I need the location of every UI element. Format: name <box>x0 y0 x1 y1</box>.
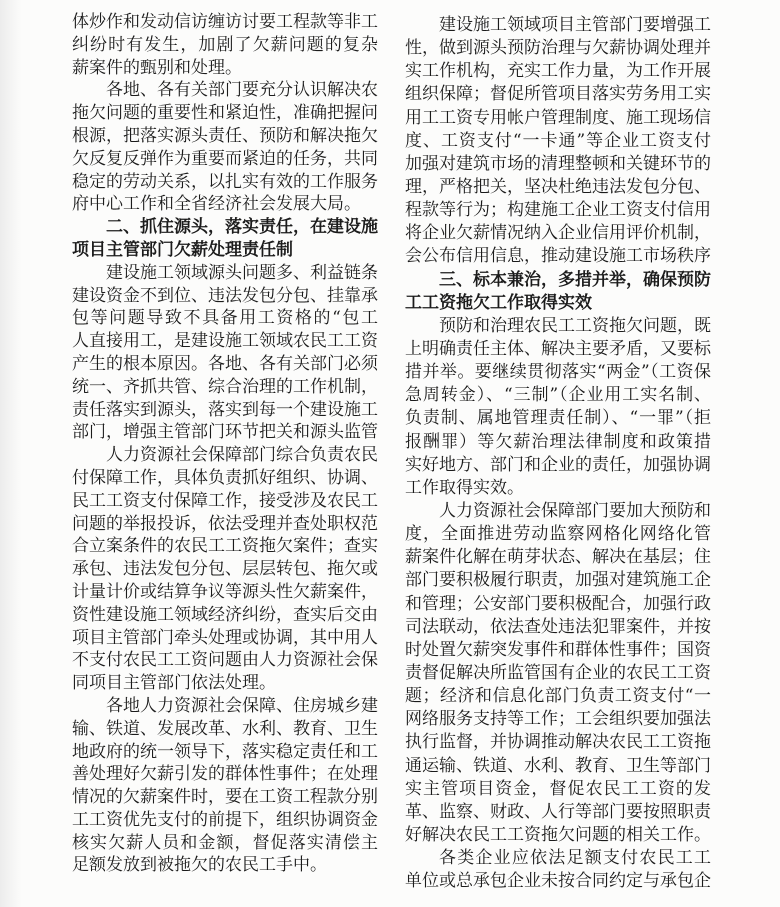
left-column <box>72 11 378 877</box>
paragraph <box>72 79 378 216</box>
text-line: 付保障工作，具体负责抓好组织、协调、 <box>72 467 378 488</box>
text-line: 不支付农民工工资问题由人力资源社会保 <box>72 650 378 671</box>
paragraph <box>72 695 378 877</box>
text-line: 建设施工领域源头问题多、利益链条 <box>106 262 378 283</box>
paragraph <box>405 315 711 500</box>
text-line: 组织保障；督促所管项目落实劳务用工实 <box>405 84 711 105</box>
text-line: 欠反复反弹作为重要而紧迫的任务，共同 <box>72 148 378 169</box>
text-line: 性，做到源头预防治理与欠薪协调处理并 <box>405 38 711 59</box>
text-line: 纠纷时有发生，加剧了欠薪问题的复杂 <box>72 34 378 55</box>
section-heading <box>405 269 711 315</box>
text-line: 统一、齐抓共管、综合治理的工作机制， <box>72 376 378 397</box>
text-line: 实主管项目资金，督促农民工工资的发 <box>405 778 711 799</box>
scan-edge-shadow <box>0 0 22 907</box>
text-line: 报酬罪）等欠薪治理法律制度和政策措 <box>405 431 711 452</box>
paragraph <box>405 14 711 269</box>
text-line: 计量计价或结算争议等源头性欠薪案件， <box>72 581 378 602</box>
text-line: 部门，增强主管部门环节把关和源头监管 <box>72 422 378 443</box>
text-line: 情况的欠薪案件时，要在工资工程款分别 <box>72 787 378 808</box>
text-line: 工工资拖欠工作取得实效 <box>405 292 592 313</box>
text-line: 程款等行为；构建施工企业工资支付信用 <box>405 200 711 221</box>
text-line: 工工资优先支付的前提下，组织协调资金 <box>72 809 378 830</box>
text-line: 善处理好欠薪引发的群体性事件；在处理 <box>72 764 378 785</box>
text-line: 部门要积极履行职责，加强对建筑施工企 <box>405 570 711 591</box>
text-line: 各类企业应依法足额支付农民工工 <box>439 848 711 869</box>
text-line: 薪案件化解在萌芽状态、解决在基层；住 <box>405 547 711 568</box>
text-line: 各地人力资源社会保障、住房城乡建 <box>106 695 378 716</box>
text-line: 责督促解决所监管国有企业的农民工工资 <box>405 662 711 683</box>
text-line: 通运输、铁道、水利、教育、卫生等部门 <box>405 755 711 776</box>
text-line: 合立案条件的农民工工资拖欠案件；查实 <box>72 536 378 557</box>
text-line: 项目主管部门欠薪处理责任制 <box>72 239 293 260</box>
text-line: 输、铁道、发展改革、水利、教育、卫生 <box>72 718 378 739</box>
text-line: 将企业欠薪情况纳入企业信用评价机制， <box>405 223 711 244</box>
text-line: 工作取得实效。 <box>405 477 524 498</box>
text-line: 各地、各有关部门要充分认识解决农 <box>106 80 378 101</box>
text-line: 度，全面推进劳动监察网格化网络化管 <box>405 524 711 545</box>
text-line: 题；经济和信息化部门负责工资支付“一 <box>405 686 711 707</box>
text-line: 二、抓住源头，落实责任，在建设施 <box>106 217 378 238</box>
paragraph <box>72 262 378 444</box>
text-line: 拖欠问题的重要性和紧迫性，准确把握问 <box>72 103 378 124</box>
right-column <box>405 14 711 893</box>
text-line: 资性建设施工领域经济纠纷，查实后交由 <box>72 604 378 625</box>
paragraph <box>405 500 711 847</box>
paragraph <box>72 444 378 695</box>
text-line: 和管理；公安部门要积极配合，加强行政 <box>405 593 711 614</box>
text-line: 薪案件的甄别和处理。 <box>72 57 242 78</box>
section-heading <box>72 216 378 262</box>
text-line: 好解决农民工工资拖欠问题的相关工作。 <box>405 824 711 845</box>
text-line: 会公布信用信息，推动建设施工市场秩序 <box>405 246 711 267</box>
text-line: 府中心工作和全省经济社会发展大局。 <box>72 194 361 215</box>
paragraph <box>72 11 378 79</box>
text-line: 足额发放到被拖欠的农民工手中。 <box>72 855 327 876</box>
text-line: 项目主管部门牵头处理或协调，其中用人 <box>72 627 378 648</box>
text-line: 度、工资支付“一卡通”等企业工资支付 <box>405 130 711 151</box>
text-line: 承包、违法发包分包、层层转包、拖欠或 <box>72 559 378 580</box>
text-line: 理，严格把关，坚决杜绝违法发包分包、 <box>405 176 711 197</box>
text-line: 负责制、属地管理责任制）、“一罪”（拒 <box>405 408 711 429</box>
text-line: 稳定的劳动关系，以扎实有效的工作服务 <box>72 171 378 192</box>
text-line: 实好地方、部门和企业的责任，加强协调 <box>405 454 711 475</box>
text-line: 急周转金）、“三制”（企业用工实名制、 <box>405 385 711 406</box>
text-line: 责任落实到源头，落实到每一个建设施工 <box>72 399 378 420</box>
text-line: 产生的根本原因。各地、各有关部门必须 <box>72 353 378 374</box>
text-line: 民工工资支付保障工作，接受涉及农民工 <box>72 490 378 511</box>
text-line: 三、标本兼治，多措并举，确保预防 <box>439 269 711 290</box>
text-line: 网络服务支持等工作；工会组织要加强法 <box>405 709 711 730</box>
text-line: 执行监督，并协调推动解决农民工工资拖 <box>405 732 711 753</box>
text-line: 核实欠薪人员和金额，督促落实清偿主 <box>72 832 378 853</box>
text-line: 根源，把落实源头责任、预防和解决拖欠 <box>72 125 378 146</box>
text-line: 措并举。要继续贯彻落实“两金”（工资保 <box>405 362 711 383</box>
text-line: 体炒作和发动信访缠访讨要工程款等非工 <box>72 12 378 32</box>
text-line: 人力资源社会保障部门综合负责农民 <box>106 445 378 466</box>
text-line: 加强对建筑市场的清理整顿和关键环节的 <box>405 153 711 174</box>
text-line: 包等问题导致不具备用工资格的“包工 <box>72 308 378 329</box>
text-line: 人直接用工，是建设施工领域农民工工资 <box>72 331 378 352</box>
text-line: 单位或总承包企业未按合同约定与承包企 <box>405 871 711 892</box>
text-line: 时处置欠薪突发事件和群体性事件；国资 <box>405 639 711 660</box>
text-line: 革、监察、财政、人行等部门要按照职责 <box>405 801 711 822</box>
text-line: 用工工资专用帐户管理制度、施工现场信 <box>405 107 711 128</box>
text-line: 人力资源社会保障部门要加大预防和 <box>439 500 711 521</box>
text-line: 问题的举报投诉，依法受理并查处职权范 <box>72 513 378 534</box>
text-line: 地政府的统一领导下，落实稳定责任和工 <box>72 741 378 762</box>
text-line: 建设施工领域项目主管部门要增强工 <box>439 15 711 35</box>
text-line: 司法联动，依法查处违法犯罪案件，并按 <box>405 616 711 637</box>
text-line: 建设资金不到位、违法发包分包、挂靠承 <box>72 285 378 306</box>
paragraph <box>405 847 711 893</box>
text-line: 预防和治理农民工工资拖欠问题，既 <box>439 315 711 336</box>
text-line: 实工作机构，充实工作力量，为工作开展 <box>405 61 711 82</box>
text-line: 上明确责任主体、解决主要矛盾，又要标 <box>405 338 711 359</box>
text-line: 同项目主管部门依法处理。 <box>72 673 276 694</box>
